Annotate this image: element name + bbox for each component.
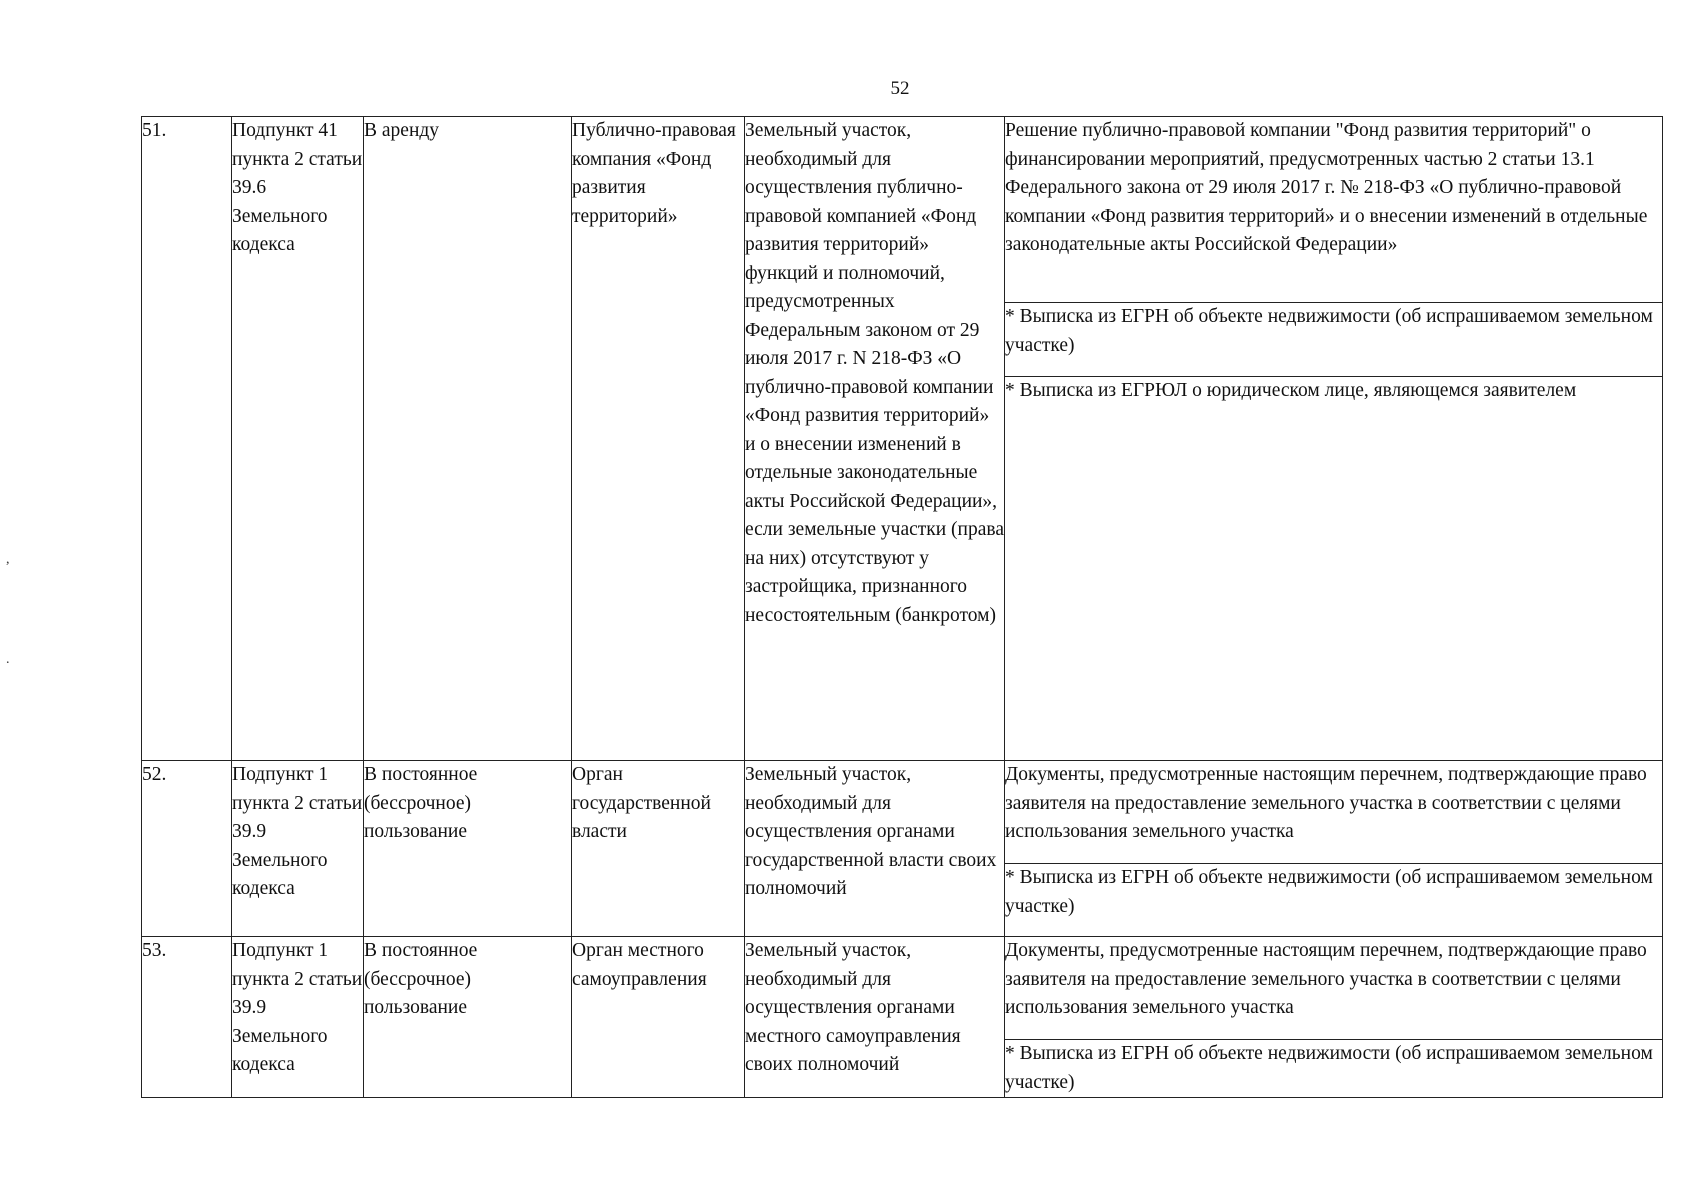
documents-list: [1005, 117, 1662, 760]
legal-basis-cell: Подпункт 41 пункта 2 статьи 39.6 Земельного кодекса: [232, 117, 364, 761]
document-item: * Выписка из ЕГРН об объекте недвижимости (об испрашиваемом земельном участке): [1005, 867, 1653, 917]
document-table: [141, 116, 1663, 1098]
right-type-cell: В аренду: [364, 117, 572, 761]
legal-basis-cell: Подпункт 1 пункта 2 статьи 39.9 Земельного кодекса: [232, 937, 364, 1098]
row-number: 52.: [142, 761, 232, 937]
page-number: 52: [890, 78, 910, 99]
applicant-cell: Орган государственной власти: [572, 761, 745, 937]
scan-speck: .: [6, 652, 10, 667]
document-item: Документы, предусмотренные настоящим перечнем, подтверждающие право заявителя на предоставление земельного участка в соответствии с целями использования земельного участка: [1005, 937, 1662, 1040]
scan-speck: ,: [6, 552, 10, 567]
right-type-cell: В постоянное (бессрочное) пользование: [364, 761, 572, 937]
documents-cell: [1005, 117, 1663, 761]
documents-list: [1005, 937, 1662, 1097]
table-row: [142, 937, 1663, 1098]
applicant-cell: Орган местного самоуправления: [572, 937, 745, 1098]
table-row: [142, 761, 1663, 937]
documents-cell: [1005, 761, 1663, 937]
documents-cell: [1005, 937, 1663, 1098]
row-number: 53.: [142, 937, 232, 1098]
purpose-cell: Земельный участок, необходимый для осуществления органами местного самоуправления своих полномочий: [745, 937, 1005, 1098]
document-item: * Выписка из ЕГРН об объекте недвижимости (об испрашиваемом земельном участке): [1005, 1043, 1653, 1093]
row-number: 51.: [142, 117, 232, 761]
documents-list: [1005, 761, 1662, 936]
purpose-cell: Земельный участок, необходимый для осуществления публично-правовой компанией «Фонд развития территорий» функций и полномочий, предусмотренных Федеральным законом от 29 июля 2017 г. N 218-ФЗ «О публично-правовой компании «Фонд развития территорий» и о внесении изменений в отдельные законодательные акты Российской Федерации», если земельные участки (права на них) отсутствуют у застройщика, признанного несостоятельным (банкротом): [745, 117, 1005, 761]
table-row: [142, 117, 1663, 761]
document-item: * Выписка из ЕГРЮЛ о юридическом лице, являющемся заявителем: [1005, 380, 1577, 401]
right-type-cell: В постоянное (бессрочное) пользование: [364, 937, 572, 1098]
document-item: * Выписка из ЕГРН об объекте недвижимости (об испрашиваемом земельном участке): [1005, 303, 1662, 377]
purpose-cell: Земельный участок, необходимый для осуществления органами государственной власти своих полномочий: [745, 761, 1005, 937]
legal-basis-cell: Подпункт 1 пункта 2 статьи 39.9 Земельного кодекса: [232, 761, 364, 937]
document-item: Документы, предусмотренные настоящим перечнем, подтверждающие право заявителя на предоставление земельного участка в соответствии с целями использования земельного участка: [1005, 761, 1662, 864]
applicant-cell: Публично-правовая компания «Фонд развития территорий»: [572, 117, 745, 761]
document-item: Решение публично-правовой компании "Фонд развития территорий" о финансировании мероприятий, предусмотренных частью 2 статьи 13.1 Федерального закона от 29 июля 2017 г. № 218-ФЗ «О публично-правовой компании «Фонд развития территорий» и о внесении изменений в отдельные законодательные акты Российской Федерации»: [1005, 117, 1662, 303]
